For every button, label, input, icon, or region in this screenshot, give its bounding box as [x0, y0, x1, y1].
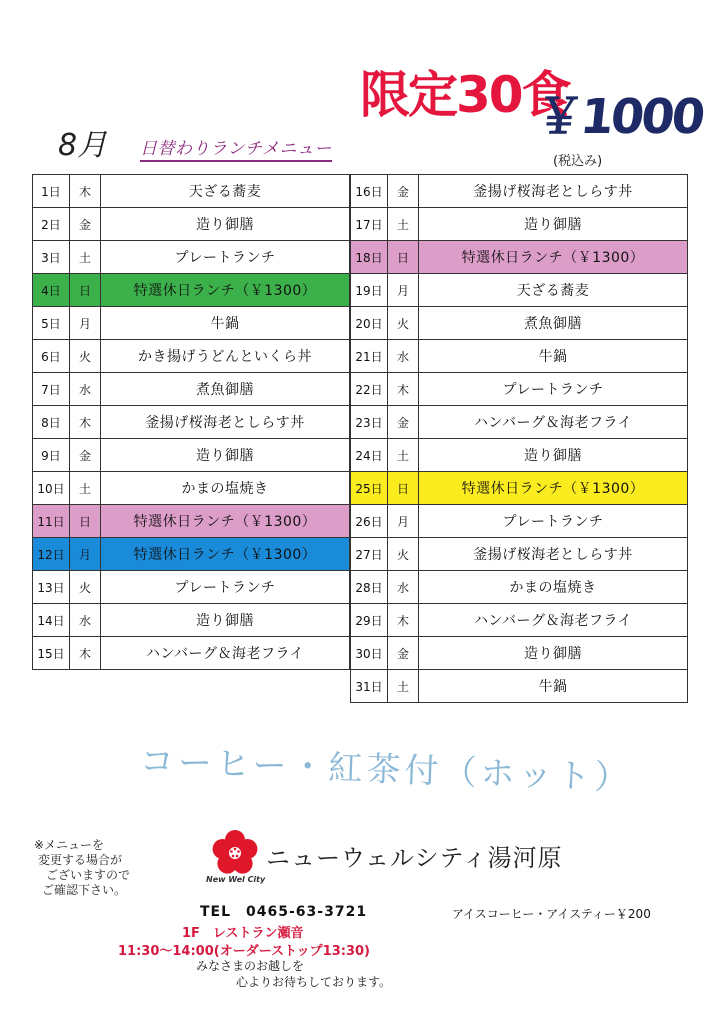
menu-row [33, 637, 350, 670]
day-cell: 17日 [351, 208, 388, 241]
dish-cell: 造り御膳 [101, 208, 350, 241]
dish-cell: 釜揚げ桜海老としらす丼 [101, 406, 350, 439]
day-cell: 29日 [351, 604, 388, 637]
dish-cell: 特選休日ランチ（￥1300） [101, 274, 350, 307]
weekday-cell: 月 [388, 505, 419, 538]
dish-cell: 釜揚げ桜海老としらす丼 [419, 175, 688, 208]
dish-cell: 特選休日ランチ（￥1300） [419, 472, 688, 505]
weekday-cell: 木 [388, 604, 419, 637]
welcome-message-line-2: 心よりお待ちしております。 [236, 975, 392, 989]
day-cell: 25日 [351, 472, 388, 505]
day-cell: 3日 [33, 241, 70, 274]
day-cell: 8日 [33, 406, 70, 439]
day-cell: 28日 [351, 571, 388, 604]
day-cell: 16日 [351, 175, 388, 208]
day-cell: 27日 [351, 538, 388, 571]
menu-row [33, 472, 350, 505]
dish-cell: かまの塩焼き [101, 472, 350, 505]
weekday-cell: 金 [388, 175, 419, 208]
welcome-message-line-1: みなさまのお越しを [196, 959, 305, 973]
weekday-cell: 金 [388, 406, 419, 439]
weekday-cell: 木 [70, 175, 101, 208]
dish-cell: ハンバーグ＆海老フライ [419, 604, 688, 637]
weekday-cell: 土 [388, 439, 419, 472]
day-cell: 22日 [351, 373, 388, 406]
dish-cell: プレートランチ [419, 373, 688, 406]
menu-row [351, 208, 688, 241]
day-cell: 26日 [351, 505, 388, 538]
day-cell: 30日 [351, 637, 388, 670]
weekday-cell: 土 [388, 670, 419, 703]
day-cell: 23日 [351, 406, 388, 439]
day-cell: 15日 [33, 637, 70, 670]
menu-table-left [32, 174, 350, 670]
weekday-cell: 金 [70, 208, 101, 241]
menu-row [33, 175, 350, 208]
weekday-cell: 金 [388, 637, 419, 670]
menu-row [351, 604, 688, 637]
menu-row [351, 373, 688, 406]
weekday-cell: 火 [70, 571, 101, 604]
weekday-cell: 木 [70, 406, 101, 439]
menu-row [351, 670, 688, 703]
weekday-cell: 土 [70, 472, 101, 505]
limited-offer-heading: 限定30食 [360, 66, 570, 124]
iced-drinks-price: アイスコーヒー・アイスティー￥200 [452, 907, 651, 921]
dish-cell: かまの塩焼き [419, 571, 688, 604]
menu-row [33, 340, 350, 373]
telephone-number: TEL 0465-63-3721 [200, 904, 368, 920]
lunch-price: ￥1000 [532, 89, 706, 145]
menu-table-right-body [351, 175, 688, 703]
dish-cell: 特選休日ランチ（￥1300） [101, 505, 350, 538]
weekday-cell: 月 [70, 538, 101, 571]
day-cell: 7日 [33, 373, 70, 406]
dish-cell: 天ざる蕎麦 [419, 274, 688, 307]
menu-row [33, 439, 350, 472]
day-cell: 20日 [351, 307, 388, 340]
dish-cell: 造り御膳 [419, 208, 688, 241]
dish-cell: かき揚げうどんといくら丼 [101, 340, 350, 373]
menu-row [33, 571, 350, 604]
day-cell: 4日 [33, 274, 70, 307]
day-cell: 21日 [351, 340, 388, 373]
menu-row [33, 373, 350, 406]
menu-row [33, 538, 350, 571]
menu-row [351, 505, 688, 538]
dish-cell: 造り御膳 [419, 439, 688, 472]
day-cell: 10日 [33, 472, 70, 505]
notice-line: ご確認下さい。 [42, 883, 127, 897]
menu-row [33, 604, 350, 637]
dish-cell: 牛鍋 [419, 670, 688, 703]
day-cell: 9日 [33, 439, 70, 472]
menu-row [351, 472, 688, 505]
weekday-cell: 日 [388, 472, 419, 505]
dish-cell: 牛鍋 [101, 307, 350, 340]
weekday-cell: 月 [388, 274, 419, 307]
menu-table-left-body [33, 175, 350, 670]
weekday-cell: 水 [70, 373, 101, 406]
menu-row [33, 505, 350, 538]
menu-row [351, 175, 688, 208]
menu-row [351, 241, 688, 274]
weekday-cell: 火 [388, 538, 419, 571]
dish-cell: プレートランチ [419, 505, 688, 538]
dish-cell: 特選休日ランチ（￥1300） [101, 538, 350, 571]
menu-row [351, 307, 688, 340]
menu-row [351, 538, 688, 571]
tax-note: (税込み) [553, 154, 603, 169]
menu-row [351, 439, 688, 472]
notice-line: ※メニューを [34, 838, 105, 852]
dish-cell: 煮魚御膳 [101, 373, 350, 406]
dish-cell: 造り御膳 [101, 439, 350, 472]
restaurant-location: 1F レストラン瀬音 [182, 926, 304, 941]
dish-cell: 造り御膳 [101, 604, 350, 637]
weekday-cell: 火 [70, 340, 101, 373]
weekday-cell: 火 [388, 307, 419, 340]
notice-line: ございますので [46, 868, 131, 882]
menu-row [351, 637, 688, 670]
hotel-name: ニューウェルシティ湯河原 [266, 844, 563, 872]
weekday-cell: 水 [70, 604, 101, 637]
weekday-cell: 水 [388, 571, 419, 604]
weekday-cell: 日 [70, 505, 101, 538]
weekday-cell: 土 [388, 208, 419, 241]
coffee-tea-note: コーヒー・紅茶付（ホット） [139, 741, 634, 799]
day-cell: 6日 [33, 340, 70, 373]
menu-row [33, 208, 350, 241]
day-cell: 2日 [33, 208, 70, 241]
dish-cell: ハンバーグ＆海老フライ [419, 406, 688, 439]
dish-cell: 天ざる蕎麦 [101, 175, 350, 208]
weekday-cell: 水 [388, 340, 419, 373]
day-cell: 19日 [351, 274, 388, 307]
menu-row [351, 274, 688, 307]
menu-change-notice [34, 838, 130, 898]
day-cell: 1日 [33, 175, 70, 208]
day-cell: 31日 [351, 670, 388, 703]
dish-cell: 牛鍋 [419, 340, 688, 373]
weekday-cell: 月 [70, 307, 101, 340]
menu-row [33, 274, 350, 307]
dish-cell: プレートランチ [101, 571, 350, 604]
opening-hours: 11:30～14:00(オーダーストップ13:30) [118, 944, 370, 959]
weekday-cell: 日 [388, 241, 419, 274]
day-cell: 11日 [33, 505, 70, 538]
menu-subtitle: 日替わりランチメニュー [140, 134, 332, 162]
dish-cell: 特選休日ランチ（￥1300） [419, 241, 688, 274]
menu-row [33, 307, 350, 340]
weekday-cell: 土 [70, 241, 101, 274]
day-cell: 24日 [351, 439, 388, 472]
dish-cell: 造り御膳 [419, 637, 688, 670]
dish-cell: 煮魚御膳 [419, 307, 688, 340]
month-label: 8月 [58, 128, 108, 163]
menu-row [351, 340, 688, 373]
menu-row [33, 241, 350, 274]
menu-table-right [350, 174, 688, 703]
day-cell: 12日 [33, 538, 70, 571]
day-cell: 13日 [33, 571, 70, 604]
weekday-cell: 木 [388, 373, 419, 406]
day-cell: 5日 [33, 307, 70, 340]
plum-blossom-logo-icon [211, 829, 259, 877]
dish-cell: 釜揚げ桜海老としらす丼 [419, 538, 688, 571]
dish-cell: プレートランチ [101, 241, 350, 274]
weekday-cell: 木 [70, 637, 101, 670]
day-cell: 18日 [351, 241, 388, 274]
weekday-cell: 金 [70, 439, 101, 472]
dish-cell: ハンバーグ＆海老フライ [101, 637, 350, 670]
menu-row [33, 406, 350, 439]
logo-subtext: New Wel City [206, 875, 266, 884]
menu-row [351, 406, 688, 439]
notice-line: 変更する場合が [38, 853, 123, 867]
weekday-cell: 日 [70, 274, 101, 307]
menu-row [351, 571, 688, 604]
day-cell: 14日 [33, 604, 70, 637]
